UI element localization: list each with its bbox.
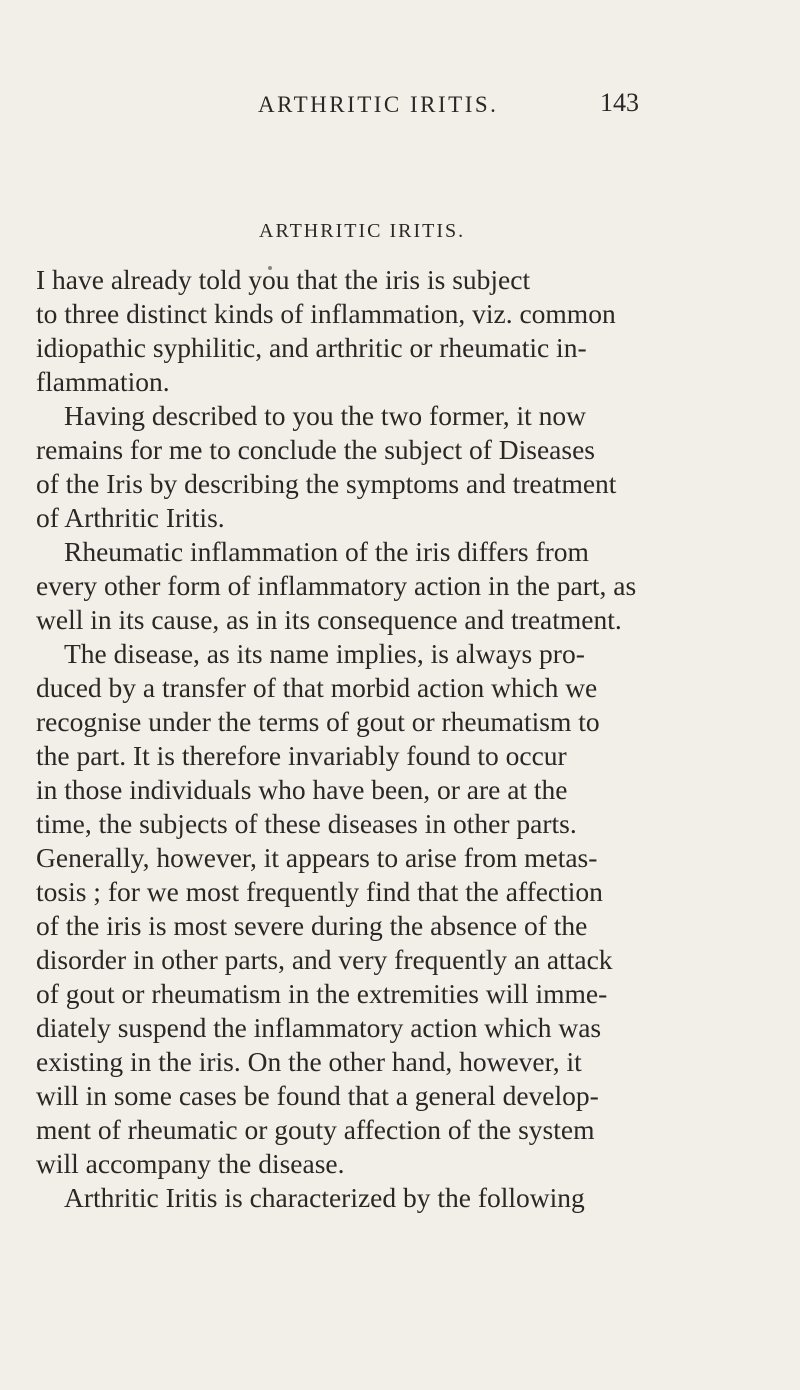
body-line: Having described to you the two former, it now bbox=[64, 400, 587, 431]
body-line: will accompany the disease. bbox=[36, 1148, 345, 1179]
body-line: Arthritic Iritis is characterized by the following bbox=[64, 1182, 585, 1213]
running-head: ARTHRITIC IRITIS. bbox=[258, 92, 499, 117]
body-line: in those individuals who have been, or are at the bbox=[36, 774, 568, 805]
body-line: time, the subjects of these diseases in other parts. bbox=[36, 808, 577, 839]
body-line: the part. It is therefore invariably found to occur bbox=[36, 740, 567, 771]
body-line: flammation. bbox=[36, 366, 170, 397]
page-number: 143 bbox=[600, 88, 639, 117]
body-line: to three distinct kinds of inflammation, viz. common bbox=[36, 298, 616, 329]
section-title: ARTHRITIC IRITIS. bbox=[259, 220, 466, 242]
body-line: tosis ; for we most frequently find that the affection bbox=[36, 876, 603, 907]
body-line: duced by a transfer of that morbid action which we bbox=[36, 672, 598, 703]
body-line: existing in the iris. On the other hand, however, it bbox=[36, 1046, 582, 1077]
body-line: ment of rheumatic or gouty affection of the system bbox=[36, 1114, 595, 1145]
body-line: of the iris is most severe during the absence of the bbox=[36, 910, 588, 941]
body-line: of gout or rheumatism in the extremities will imme- bbox=[36, 978, 608, 1009]
body-line: I have already told you that the iris is subject bbox=[36, 264, 531, 295]
body-line: Generally, however, it appears to arise from metas- bbox=[36, 842, 598, 873]
body-line: disorder in other parts, and very frequently an attack bbox=[36, 944, 613, 975]
body-line: recognise under the terms of gout or rheumatism to bbox=[36, 706, 600, 737]
body-line: idiopathic syphilitic, and arthritic or rheumatic in- bbox=[36, 332, 587, 363]
body-line: of the Iris by describing the symptoms and treatment bbox=[36, 468, 617, 499]
body-line: remains for me to conclude the subject of Diseases bbox=[36, 434, 595, 465]
body-line: will in some cases be found that a general develop- bbox=[36, 1080, 599, 1111]
body-line: The disease, as its name implies, is always pro- bbox=[64, 638, 585, 669]
body-line: well in its cause, as in its consequence and treatment. bbox=[36, 604, 622, 635]
body-line: every other form of inflammatory action in the part, as bbox=[36, 570, 637, 601]
body-line: Rheumatic inflammation of the iris differs from bbox=[64, 536, 589, 567]
body-line: of Arthritic Iritis. bbox=[36, 502, 225, 533]
body-line: diately suspend the inflammatory action which was bbox=[36, 1012, 602, 1043]
